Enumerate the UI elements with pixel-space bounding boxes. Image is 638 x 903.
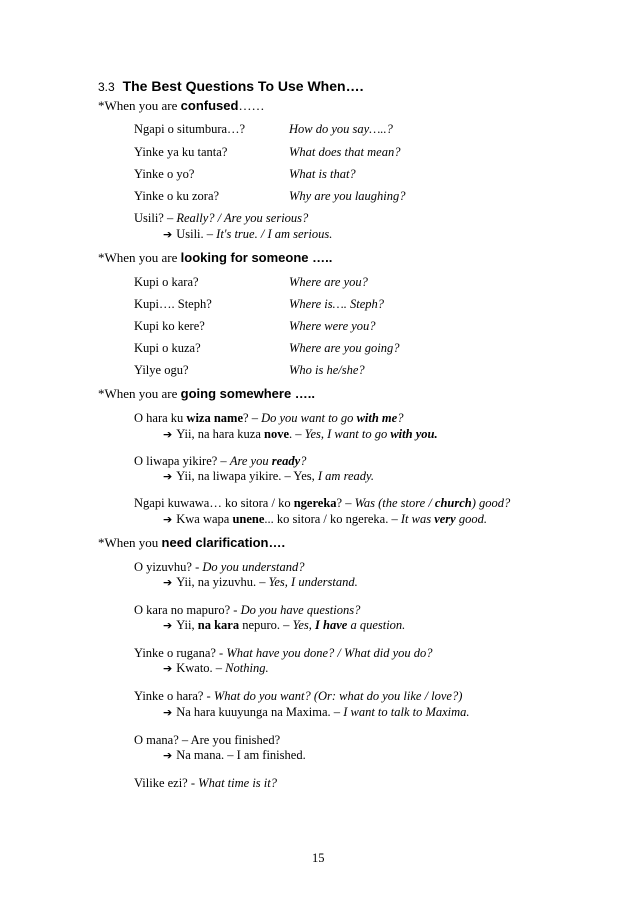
page-number: 15 bbox=[312, 851, 325, 865]
heading-looking-for-someone bbox=[98, 250, 332, 266]
phrase-row bbox=[134, 189, 406, 205]
phrase-english: Where is…. Steph? bbox=[289, 297, 385, 311]
usili-answer bbox=[163, 227, 332, 243]
usili-answer-english: It's true. / I am serious. bbox=[216, 227, 333, 241]
text: O kara no mapuro? - bbox=[134, 603, 241, 617]
arrow-right-icon: ➔ bbox=[163, 576, 173, 589]
heading-prefix: *When you are bbox=[98, 250, 181, 265]
phrase-row bbox=[134, 145, 401, 161]
section-title-text: The Best Questions To Use When…. bbox=[122, 78, 364, 94]
clarification-answer-1 bbox=[163, 575, 358, 591]
heading-suffix: …… bbox=[238, 98, 265, 113]
clarification-question-1 bbox=[134, 560, 304, 576]
text: Na hara kuuyunga na Maxima. – bbox=[176, 705, 344, 719]
heading-bold: confused bbox=[180, 98, 239, 113]
phrase-local: Kupi o kuza? bbox=[134, 341, 201, 355]
text-italic: Do you understand? bbox=[202, 560, 305, 574]
arrow-right-icon: ➔ bbox=[163, 470, 173, 483]
clarification-answer-3 bbox=[163, 661, 269, 677]
text: ... ko sitora / ko ngereka. – bbox=[264, 512, 401, 526]
section-number: 3.3 bbox=[98, 80, 115, 94]
arrow-right-icon: ➔ bbox=[163, 706, 173, 719]
phrase-local: Yinke ya ku tanta? bbox=[134, 145, 228, 159]
going-answer-2 bbox=[163, 469, 374, 485]
text-bold-italic: with me bbox=[356, 411, 398, 425]
phrase-english: Where were you? bbox=[289, 319, 376, 333]
text-bold: ngereka bbox=[293, 496, 337, 510]
arrow-right-icon: ➔ bbox=[163, 513, 173, 526]
clarification-question-2 bbox=[134, 603, 360, 619]
usili-local: Usili? bbox=[134, 211, 164, 225]
phrase-local: Kupi…. Steph? bbox=[134, 297, 212, 311]
text-italic: ? bbox=[300, 454, 307, 468]
text: Yinke o hara? - bbox=[134, 689, 214, 703]
arrow-right-icon: ➔ bbox=[163, 428, 173, 441]
text-bold-italic: with you. bbox=[390, 427, 438, 441]
going-question-1 bbox=[134, 411, 403, 427]
heading-bold: going somewhere ….. bbox=[180, 386, 316, 401]
text: Yii, na hara kuza bbox=[176, 427, 265, 441]
usili-question bbox=[134, 211, 308, 227]
dash: – bbox=[203, 227, 217, 241]
arrow-right-icon: ➔ bbox=[163, 619, 173, 632]
section-title bbox=[98, 78, 363, 96]
phrase-local: Kupi ko kere? bbox=[134, 319, 205, 333]
text-italic: ? bbox=[397, 411, 404, 425]
text-italic: Was (the store / bbox=[354, 496, 435, 510]
arrow-right-icon: ➔ bbox=[163, 662, 173, 675]
phrase-row bbox=[134, 275, 368, 291]
text-bold: wiza name bbox=[186, 411, 244, 425]
dash: – bbox=[163, 211, 177, 225]
phrase-local: Kupi o kara? bbox=[134, 275, 199, 289]
clarification-answer-4 bbox=[163, 705, 470, 721]
phrase-english: Where are you? bbox=[289, 275, 368, 289]
heading-prefix: *When you are bbox=[98, 386, 181, 401]
text-italic: I want to talk to Maxima. bbox=[343, 705, 470, 719]
heading-bold: looking for someone ….. bbox=[180, 250, 333, 265]
text: O mana? – Are you finished? bbox=[134, 733, 281, 747]
phrase-local: Ngapi o situmbura…? bbox=[134, 122, 246, 136]
text: ? – bbox=[243, 411, 262, 425]
text-bold: nove bbox=[264, 427, 290, 441]
text: Yii, na yizuvhu. – bbox=[176, 575, 269, 589]
text: Yii, bbox=[176, 618, 198, 632]
text-italic: Do you have questions? bbox=[240, 603, 361, 617]
text-italic: good. bbox=[455, 512, 487, 526]
text: . – bbox=[289, 427, 305, 441]
usili-english: Really? / Are you serious? bbox=[176, 211, 309, 225]
clarification-answer-5 bbox=[163, 748, 306, 764]
phrase-english: How do you say…..? bbox=[289, 122, 393, 136]
phrase-english: Why are you laughing? bbox=[289, 189, 406, 203]
heading-prefix: *When you are bbox=[98, 98, 181, 113]
phrase-row bbox=[134, 341, 400, 357]
text-bold-italic: church bbox=[434, 496, 472, 510]
text-italic: What have you done? / What did you do? bbox=[226, 646, 433, 660]
text-italic: Are you bbox=[229, 454, 272, 468]
phrase-english: Who is he/she? bbox=[289, 363, 365, 377]
phrase-english: Where are you going? bbox=[289, 341, 400, 355]
text-italic: ) good? bbox=[471, 496, 511, 510]
clarification-answer-2 bbox=[163, 618, 405, 634]
text: O liwapa yikire? – bbox=[134, 454, 230, 468]
text-bold: unene bbox=[232, 512, 265, 526]
phrase-row bbox=[134, 297, 385, 313]
clarification-question-3 bbox=[134, 646, 433, 662]
text-italic: Do you want to go bbox=[261, 411, 357, 425]
heading-need-clarification bbox=[98, 535, 285, 551]
heading-bold: need clarification…. bbox=[161, 535, 286, 550]
clarification-question-5 bbox=[134, 733, 280, 749]
text-italic: Yes, I understand. bbox=[268, 575, 358, 589]
phrase-local: Yinke o ku zora? bbox=[134, 189, 220, 203]
phrase-row bbox=[134, 122, 393, 138]
going-answer-3 bbox=[163, 512, 487, 528]
phrase-row bbox=[134, 319, 376, 335]
phrase-row bbox=[134, 167, 356, 183]
going-question-3 bbox=[134, 496, 510, 512]
heading-prefix: *When you bbox=[98, 535, 162, 550]
text: Kwato. – bbox=[176, 661, 226, 675]
going-answer-1 bbox=[163, 427, 438, 443]
phrase-local: Yinke o yo? bbox=[134, 167, 195, 181]
text-bold-italic: ready bbox=[271, 454, 301, 468]
text-italic: What time is it? bbox=[198, 776, 277, 790]
text: Yinke o rugana? - bbox=[134, 646, 227, 660]
heading-confused bbox=[98, 98, 264, 114]
text-italic: I am ready. bbox=[317, 469, 375, 483]
arrow-right-icon: ➔ bbox=[163, 228, 173, 241]
text: Vilike ezi? - bbox=[134, 776, 199, 790]
text: Na mana. – I am finished. bbox=[176, 748, 306, 762]
text-italic: Yes, I want to go bbox=[304, 427, 391, 441]
going-question-2 bbox=[134, 454, 306, 470]
text: Ngapi kuwawa… ko sitora / ko bbox=[134, 496, 294, 510]
arrow-right-icon: ➔ bbox=[163, 749, 173, 762]
text: ? – bbox=[336, 496, 355, 510]
clarification-question-4 bbox=[134, 689, 462, 705]
text-italic: a question. bbox=[347, 618, 406, 632]
text-bold-italic: very bbox=[434, 512, 456, 526]
text-italic: Nothing. bbox=[225, 661, 269, 675]
heading-going-somewhere bbox=[98, 386, 315, 402]
clarification-question-6 bbox=[134, 776, 277, 792]
phrase-row bbox=[134, 363, 365, 379]
text: O yizuvhu? - bbox=[134, 560, 203, 574]
text: nepuro. – bbox=[239, 618, 293, 632]
text-italic: It was bbox=[400, 512, 435, 526]
usili-answer-local: Usili. bbox=[176, 227, 204, 241]
text: Kwa wapa bbox=[176, 512, 233, 526]
text: O hara ku bbox=[134, 411, 187, 425]
text-italic: What do you want? (Or: what do you like / love?) bbox=[213, 689, 463, 703]
text: Yii, na liwapa yikire. – Yes, bbox=[176, 469, 318, 483]
phrase-english: What is that? bbox=[289, 167, 356, 181]
text-bold: na kara bbox=[197, 618, 240, 632]
text-bold-italic: I have bbox=[315, 618, 348, 632]
phrase-local: Yilye ogu? bbox=[134, 363, 189, 377]
phrase-english: What does that mean? bbox=[289, 145, 401, 159]
text-italic: Yes, bbox=[292, 618, 316, 632]
